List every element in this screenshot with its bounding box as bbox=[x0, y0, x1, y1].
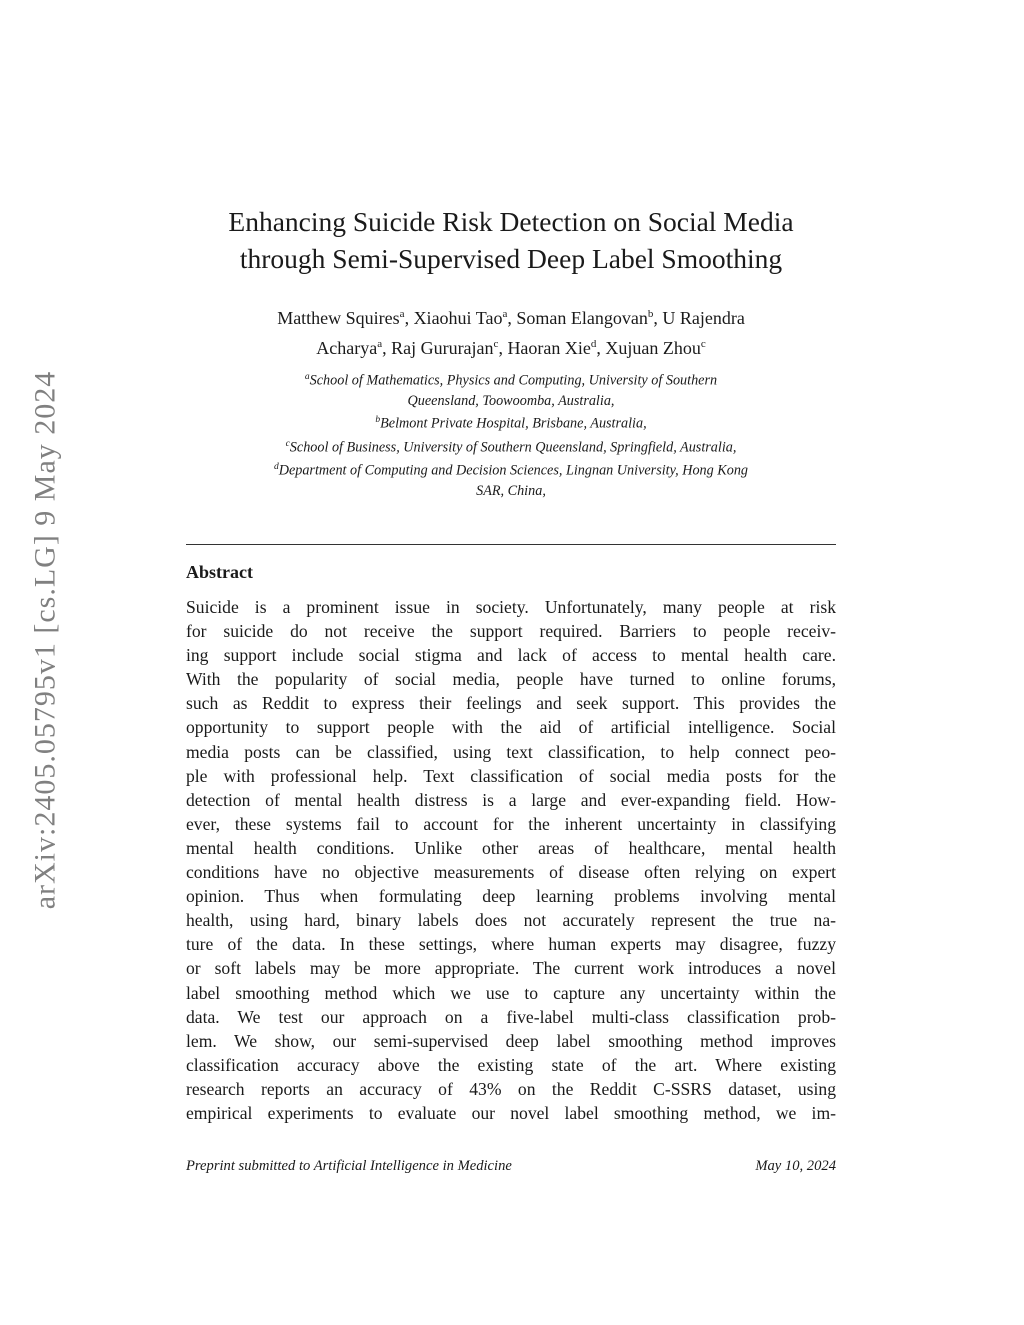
abstract-line: Suicide is a prominent issue in society. Unfortunately, many people at risk bbox=[186, 597, 836, 617]
abstract-line: ing support include social stigma and lack of access to mental health care. bbox=[186, 645, 836, 666]
author-name: Raj Gururajan bbox=[391, 338, 494, 358]
author-line-1: Matthew Squires$^a$, Xiaohui Tao$^a$, Soman Elangovan$^b$, U Rajendra bbox=[277, 308, 745, 328]
author-list bbox=[186, 301, 836, 361]
abstract-line: opportunity to support people with the aid of artificial intelligence. Social bbox=[186, 717, 836, 738]
affiliation-d: $^d$Department of Computing and Decision Sciences, Lingnan University, Hong Kong bbox=[273, 462, 749, 480]
abstract-heading: Abstract bbox=[186, 562, 253, 582]
horizontal-rule bbox=[186, 544, 836, 545]
affiliation-d-cont: SAR, China, bbox=[476, 482, 546, 499]
abstract-line: data. We test our approach on a five-label multi-class classification prob- bbox=[186, 1006, 836, 1027]
author-affil-mark: a bbox=[377, 338, 383, 350]
affiliation-list bbox=[186, 368, 836, 502]
abstract-line: ple with professional help. Text classification of social media posts for the bbox=[186, 765, 836, 786]
affiliation-b: $^b$Belmont Private Hospital, Brisbane, Australia, bbox=[375, 415, 647, 433]
author-name-part: U Rajendra bbox=[662, 308, 745, 328]
abstract-line: health, using hard, binary labels does not accurately represent the true na- bbox=[186, 910, 836, 931]
title-line-2: through Semi-Supervised Deep Label Smoothing bbox=[239, 243, 783, 274]
abstract-line: classification accuracy above the existing state of the art. Where existing bbox=[186, 1054, 836, 1075]
author-name: Xiaohui Tao bbox=[413, 308, 503, 328]
abstract-line: such as Reddit to express their feelings and seek support. This provides the bbox=[186, 693, 836, 714]
author-affil-mark: b bbox=[647, 308, 654, 320]
affiliation-a-cont: Queensland, Toowoomba, Australia, bbox=[407, 392, 615, 409]
author-affil-mark: a bbox=[399, 308, 405, 320]
footer-date: May 10, 2024 bbox=[755, 1158, 836, 1174]
author-name: Matthew Squires bbox=[277, 308, 400, 328]
abstract-line: research reports an accuracy of 43% on the Reddit C-SSRS dataset, using bbox=[186, 1078, 836, 1099]
abstract-line: lem. We show, our semi-supervised deep label smoothing method improves bbox=[186, 1030, 836, 1051]
author-affil-mark: a bbox=[502, 308, 508, 320]
abstract-line: empirical experiments to evaluate our novel label smoothing method, we im- bbox=[186, 1102, 836, 1123]
author-line-2: Acharya$^a$, Raj Gururajan$^c$, Haoran Xie$^d$, Xujuan Zhou$^c$ bbox=[316, 338, 706, 358]
abstract-line: conditions have no objective measurements of disease often relying on expert bbox=[186, 862, 836, 883]
paper-title bbox=[186, 203, 836, 277]
author-name: Soman Elangovan bbox=[516, 308, 648, 328]
abstract-line: label smoothing method which we use to capture any uncertainty within the bbox=[186, 982, 836, 1003]
footer-preprint-note: Preprint submitted to Artificial Intelligence in Medicine bbox=[186, 1158, 512, 1174]
arxiv-sidebar bbox=[20, 345, 70, 935]
arxiv-identifier: arXiv:2405.05795v1 [cs.LG] 9 May 2024 bbox=[28, 370, 61, 910]
author-name: Haoran Xie bbox=[507, 338, 591, 358]
affiliation-c: $^c$School of Business, University of Southern Queensland, Springfield, Australia, bbox=[285, 438, 737, 456]
affiliation-a: $^a$School of Mathematics, Physics and Computing, University of Southern bbox=[304, 372, 718, 389]
abstract-line: detection of mental health distress is a large and ever-expanding field. How- bbox=[186, 789, 836, 810]
abstract-line: media posts can be classified, using text classification, to help connect peo- bbox=[186, 741, 836, 762]
author-affil-mark: c bbox=[700, 338, 706, 350]
abstract-line: ever, these systems fail to account for the inherent uncertainty in classifying bbox=[186, 813, 836, 834]
abstract-line: or soft labels may be more appropriate. The current work introduces a novel bbox=[186, 958, 836, 979]
abstract-line: for suicide do not receive the support required. Barriers to people receiv- bbox=[186, 621, 836, 642]
abstract-line: opinion. Thus when formulating deep learning problems involving mental bbox=[186, 886, 836, 907]
abstract-body bbox=[186, 595, 836, 1125]
page-footer bbox=[186, 1158, 836, 1175]
author-name-part: Acharya bbox=[316, 338, 378, 358]
abstract-line: mental health conditions. Unlike other areas of healthcare, mental health bbox=[186, 837, 836, 858]
abstract-line: With the popularity of social media, people have turned to online forums, bbox=[186, 669, 836, 690]
author-affil-mark: d bbox=[590, 338, 597, 350]
author-name: Xujuan Zhou bbox=[605, 338, 701, 358]
author-affil-mark: c bbox=[493, 338, 499, 350]
title-line-1: Enhancing Suicide Risk Detection on Social Media bbox=[228, 206, 794, 237]
abstract-line: ture of the data. In these settings, where human experts may disagree, fuzzy bbox=[186, 934, 836, 955]
